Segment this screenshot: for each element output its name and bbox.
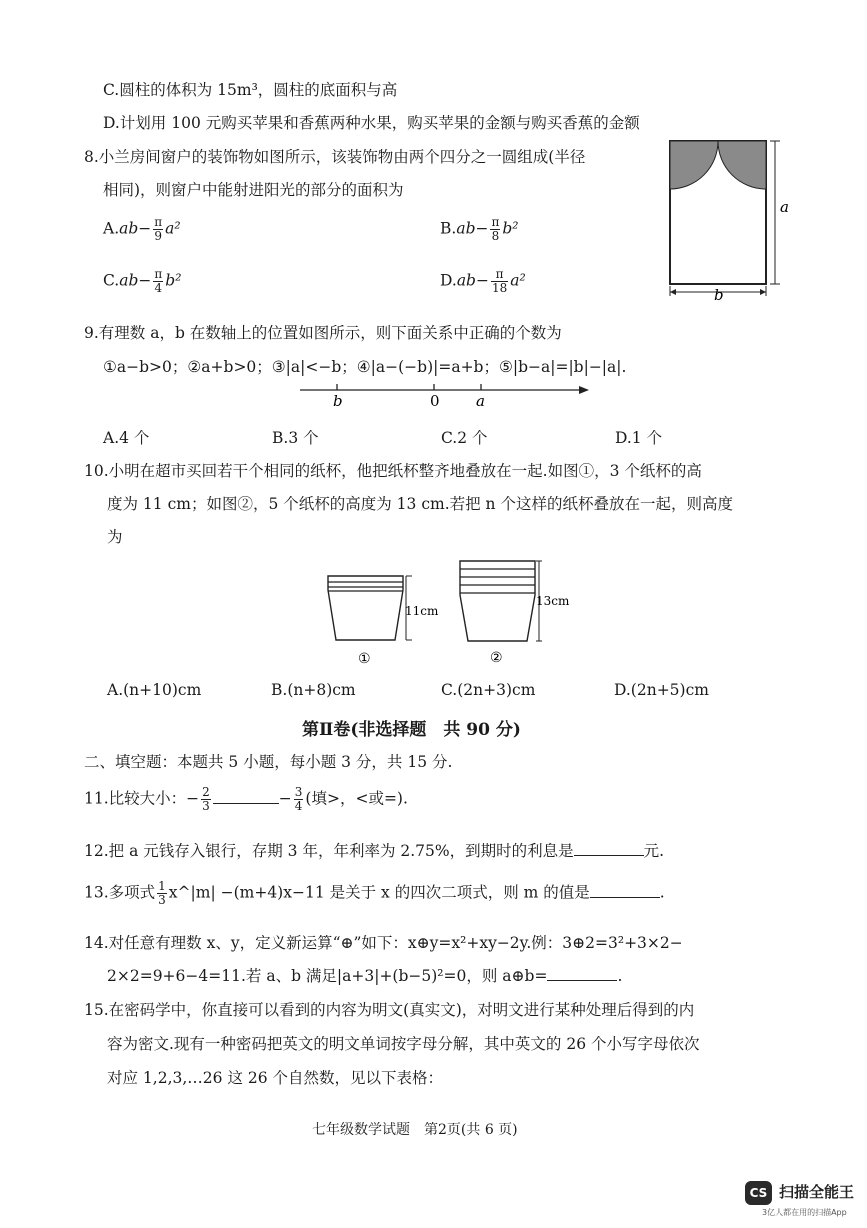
- q15-line1: 15.在密码学中，你直接可以看到的内容为明文(真实文)，对明文进行某种处理后得到的内: [84, 1001, 695, 1019]
- number-line: [295, 380, 595, 410]
- q7-option-c: C.圆柱的体积为 15m³，圆柱的底面积与高: [103, 81, 398, 99]
- q8-option-b: B.ab− $\frac{\pi}{8}$ b²: [440, 215, 519, 243]
- q14-answer-blank: [547, 965, 617, 981]
- q14-line2: 2×2=9+6−4=11.若 a、b 满足|a+3|+(b−5)²=0，则 a⊕b= .: [107, 967, 623, 985]
- q8-option-a: A.ab− $\frac{\pi}{9}$ a²: [103, 215, 181, 243]
- axis-arrow: [579, 386, 589, 394]
- q10-stem-line3: 为: [107, 528, 123, 546]
- q11: 11.比较大小：− $\frac{2}{3}$ − $\frac{3}{4}$ (填>，<或=).: [84, 785, 408, 813]
- cup2-height-label: 13cm: [536, 594, 570, 608]
- q12: 12.把 a 元钱存入银行，存期 3 年，年利率为 2.75%，到期时的利息是 元.: [84, 842, 665, 860]
- q8-stem-line2: 相同)，则窗户中能射进阳光的部分的面积为: [103, 181, 404, 199]
- cup-stack-5: [460, 561, 535, 641]
- axis-label-a: a: [476, 392, 485, 410]
- q10-option-c: C.(2n+3)cm: [441, 681, 536, 699]
- q12-answer-blank: [574, 840, 644, 856]
- camscanner-title: 扫描全能王: [779, 1183, 855, 1201]
- cups-figure-2: [450, 555, 590, 670]
- q10-stem-line1: 10.小明在超市买回若干个相同的纸杯，他把纸杯整齐地叠放在一起.如图①，3 个纸杯的高: [84, 462, 702, 480]
- label-b: b: [714, 286, 724, 300]
- fill-in-header: 二、填空题：本题共 5 小题，每小题 3 分，共 15 分.: [84, 753, 453, 771]
- q10-option-d: D.(2n+5)cm: [614, 681, 709, 699]
- window-figure: [662, 136, 802, 300]
- camscanner-logo: CS: [745, 1181, 772, 1205]
- q15-line3: 对应 1,2,3,…26 这 26 个自然数，见以下表格：: [107, 1069, 444, 1087]
- axis-label-b: b: [333, 392, 343, 410]
- q9-stem-line1: 9.有理数 a，b 在数轴上的位置如图所示，则下面关系中正确的个数为: [84, 324, 562, 342]
- q11-answer-blank: [213, 788, 279, 804]
- quarter-circle-left: [670, 141, 718, 189]
- q14-line1: 14.对任意有理数 x、y，定义新运算“⊕”如下：x⊕y=x²+xy−2y.例：3⊕2=3²+3×2−: [84, 934, 683, 952]
- cup2-label: ②: [490, 650, 503, 666]
- q10-option-a: A.(n+10)cm: [107, 681, 202, 699]
- q13: 13.多项式 $\frac{1}{3}$ x^|m| −(m+4)x−11 是关于 x 的四次二项式，则 m 的值是 .: [84, 879, 665, 907]
- q15-line2: 容为密文.现有一种密码把英文的明文单词按字母分解，其中英文的 26 个小写字母依次: [107, 1035, 700, 1053]
- label-a: a: [780, 198, 789, 216]
- q8-stem-line1: 8.小兰房间窗户的装饰物如图所示，该装饰物由两个四分之一圆组成(半径: [84, 148, 586, 166]
- q9-option-a: A.4 个: [103, 429, 150, 447]
- q13-answer-blank: [590, 882, 660, 898]
- q7-option-d: D.计划用 100 元购买苹果和香蕉两种水果，购买苹果的金额与购买香蕉的金额: [103, 114, 640, 132]
- axis-label-zero: 0: [430, 392, 440, 410]
- q8-option-c: C.ab− $\frac{\pi}{4}$ b²: [103, 267, 182, 295]
- part2-title: 第Ⅱ卷(非选择题 共 90 分): [302, 720, 521, 740]
- cups-figure-1: [318, 570, 453, 670]
- q10-stem-line2: 度为 11 cm；如图②，5 个纸杯的高度为 13 cm.若把 n 个这样的纸杯叠放在一起，则高度: [107, 495, 733, 513]
- cup1-label: ①: [358, 651, 371, 667]
- q9-option-d: D.1 个: [615, 429, 663, 447]
- q9-stem-line2: ①a−b>0；②a+b>0；③|a|<−b；④|a−(−b)|=a+b；⑤|b−a|=|b|−|a|.: [103, 358, 627, 376]
- q8-option-d: D.ab− $\frac{\pi}{18}$ a²: [440, 267, 526, 295]
- q10-option-b: B.(n+8)cm: [271, 681, 356, 699]
- quarter-circle-right: [718, 141, 766, 189]
- page-footer: 七年级数学试题 第2页(共 6 页): [312, 1122, 518, 1138]
- cup1-height-label: 11cm: [405, 604, 439, 618]
- q9-option-b: B.3 个: [272, 429, 319, 447]
- camscanner-subtitle: 3亿人都在用的扫描App: [762, 1208, 847, 1217]
- q9-option-c: C.2 个: [441, 429, 488, 447]
- cup-stack-3: [328, 576, 403, 640]
